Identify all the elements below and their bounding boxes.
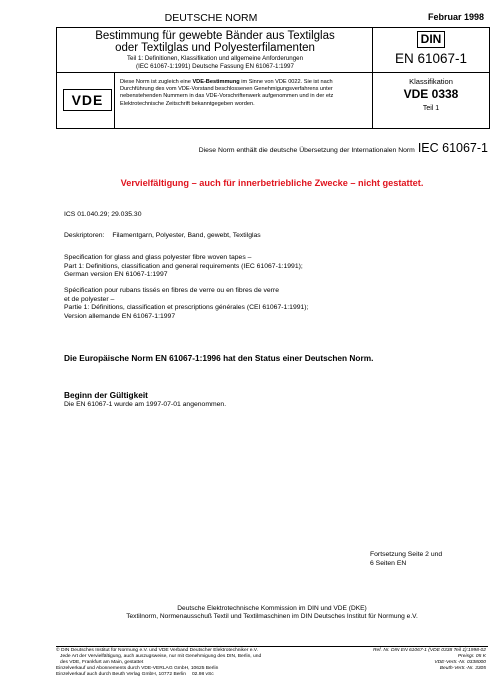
- din-number: EN 61067-1: [394, 51, 468, 66]
- commission-line: Deutsche Elektrotechnische Kommission im DIN und VDE (DKE): [177, 605, 367, 612]
- footer-line: Jede Art der Vervielfältigung, auch auszugsweise, nur mit Genehmigung des DIN, Berlin, und: [60, 654, 262, 659]
- document-subtitle: [57, 55, 373, 70]
- price-group: Preisgr. 05 K: [457, 654, 486, 659]
- continuation-note: [370, 551, 442, 568]
- footer-copyright: [56, 648, 261, 678]
- french-line: et de polyester –: [64, 295, 115, 303]
- issue-date: Februar 1998: [427, 12, 484, 22]
- beuth-distribution-number: Beuth-Vertr.-Nr. 3305: [439, 666, 486, 671]
- status-statement: Die Europäische Norm EN 61067-1:1996 hat den Status einer Deutschen Norm.: [64, 353, 374, 363]
- din-logo: DIN: [417, 31, 445, 48]
- validity-heading: Beginn der Gültigkeit: [64, 390, 148, 400]
- title-line-2: oder Textilglas und Polyesterfilamenten: [115, 42, 315, 54]
- iec-number: IEC 61067-1: [417, 141, 488, 155]
- subtitle-line-1: Teil 1: Definitionen, Klassifikation und allgemeine Anforderungen: [126, 55, 304, 62]
- footer-code: 02.98 vSc: [191, 672, 214, 677]
- page-header: [56, 12, 488, 26]
- footer-divider: [56, 646, 488, 647]
- vde-distribution-number: VDE-Vertr.-Nr. 0338000: [434, 660, 486, 665]
- classification-part: Teil 1: [422, 105, 440, 112]
- iec-reference-text: Diese Norm enthält die deutsche Übersetzung der Internationalen Norm: [198, 147, 415, 154]
- commission-line: Textilnorm, Normenausschuß Textil und Textilmaschinen im DIN Deutsches Institut für Normung e.V.: [126, 613, 418, 621]
- classification-number: VDE 0338: [403, 87, 459, 101]
- title-line-1: Bestimmung für gewebte Bänder aus Textilglas: [95, 30, 335, 42]
- vde-box: [56, 72, 115, 129]
- subtitle-line-2: (IEC 61067-1:1991) Deutsche Fassung EN 61067-1:1997: [136, 62, 294, 70]
- commission-info: [56, 605, 488, 622]
- classification-label: Klassifikation: [409, 77, 453, 86]
- document-title: [57, 30, 373, 54]
- din-box: [372, 27, 490, 73]
- descriptors-label: Deskriptoren:: [64, 232, 105, 239]
- classification-box: [372, 72, 490, 129]
- title-box: [56, 27, 373, 73]
- footer-line: des VDE, Frankfurt am Main, gestattet: [60, 660, 144, 665]
- descriptors: [64, 232, 484, 241]
- vde-note-box: [114, 72, 373, 129]
- standard-type: DEUTSCHE NORM: [164, 12, 258, 24]
- english-line: German version EN 61067-1:1997: [64, 271, 168, 278]
- french-line: Partie 1: Définitions, classification et prescriptions générales (CEI 61067-1:1991);: [64, 304, 309, 311]
- copy-warning: Vervielfältigung – auch für innerbetriebliche Zwecke – nicht gestattet.: [120, 178, 424, 188]
- note-bold: VDE-Bestimmung: [192, 79, 240, 85]
- vde-note: [120, 79, 368, 108]
- french-line: Version allemande EN 61067-1:1997: [64, 312, 176, 320]
- footer-line: © DIN Deutsches Institut für Normung e.V. und VDE Verband Deutscher Elektrotechniker e.V.: [56, 648, 258, 653]
- footer-reference: [373, 648, 486, 672]
- french-title: [64, 287, 484, 321]
- english-line: Specification for glass and glass polyester fibre woven tapes –: [64, 254, 252, 261]
- footer-line: Einzelverkauf auch durch Beuth Verlag GmbH, 10772 Berlin: [56, 672, 186, 677]
- ics-code: ICS 01.040.29; 29.035.30: [64, 211, 142, 218]
- reference-number: Ref. Nr. DIN EN 61067-1 (VDE 0338 Teil 1):1998-02: [373, 648, 486, 653]
- note-text-end: im Sinne von VDE 0022. Sie ist nach Durchführung des vom VDE-Vorstand beschlossenen Genehmigungsverfahrens unter nebenstehenden Nummern in das VDE-Vorschriftenwerk aufgenommen und in der etz Elektrotechnische Zeitschrift bekanntgegeben worden.: [120, 79, 334, 107]
- english-line: Part 1: Definitions, classification and general requirements (IEC 61067-1:1991);: [64, 262, 303, 270]
- vde-logo: VDE: [63, 89, 112, 111]
- english-title: [64, 254, 484, 280]
- validity-text: Die EN 61067-1 wurde am 1997-07-01 angenommen.: [64, 401, 227, 408]
- footer-line: Einzelverkauf und Abonnements durch VDE-VERLAG GmbH, 10625 Berlin: [56, 666, 219, 671]
- iec-reference: [56, 139, 488, 157]
- continuation-line: Fortsetzung Seite 2 und: [370, 551, 443, 558]
- french-line: Spécification pour rubans tissés en fibres de verre ou en fibres de verre: [64, 287, 279, 294]
- note-text-start: Diese Norm ist zugleich eine: [120, 79, 193, 85]
- continuation-line: 6 Seiten EN: [370, 559, 407, 567]
- descriptors-value: Filamentgarn, Polyester, Band, gewebt, Textilglas: [112, 232, 261, 239]
